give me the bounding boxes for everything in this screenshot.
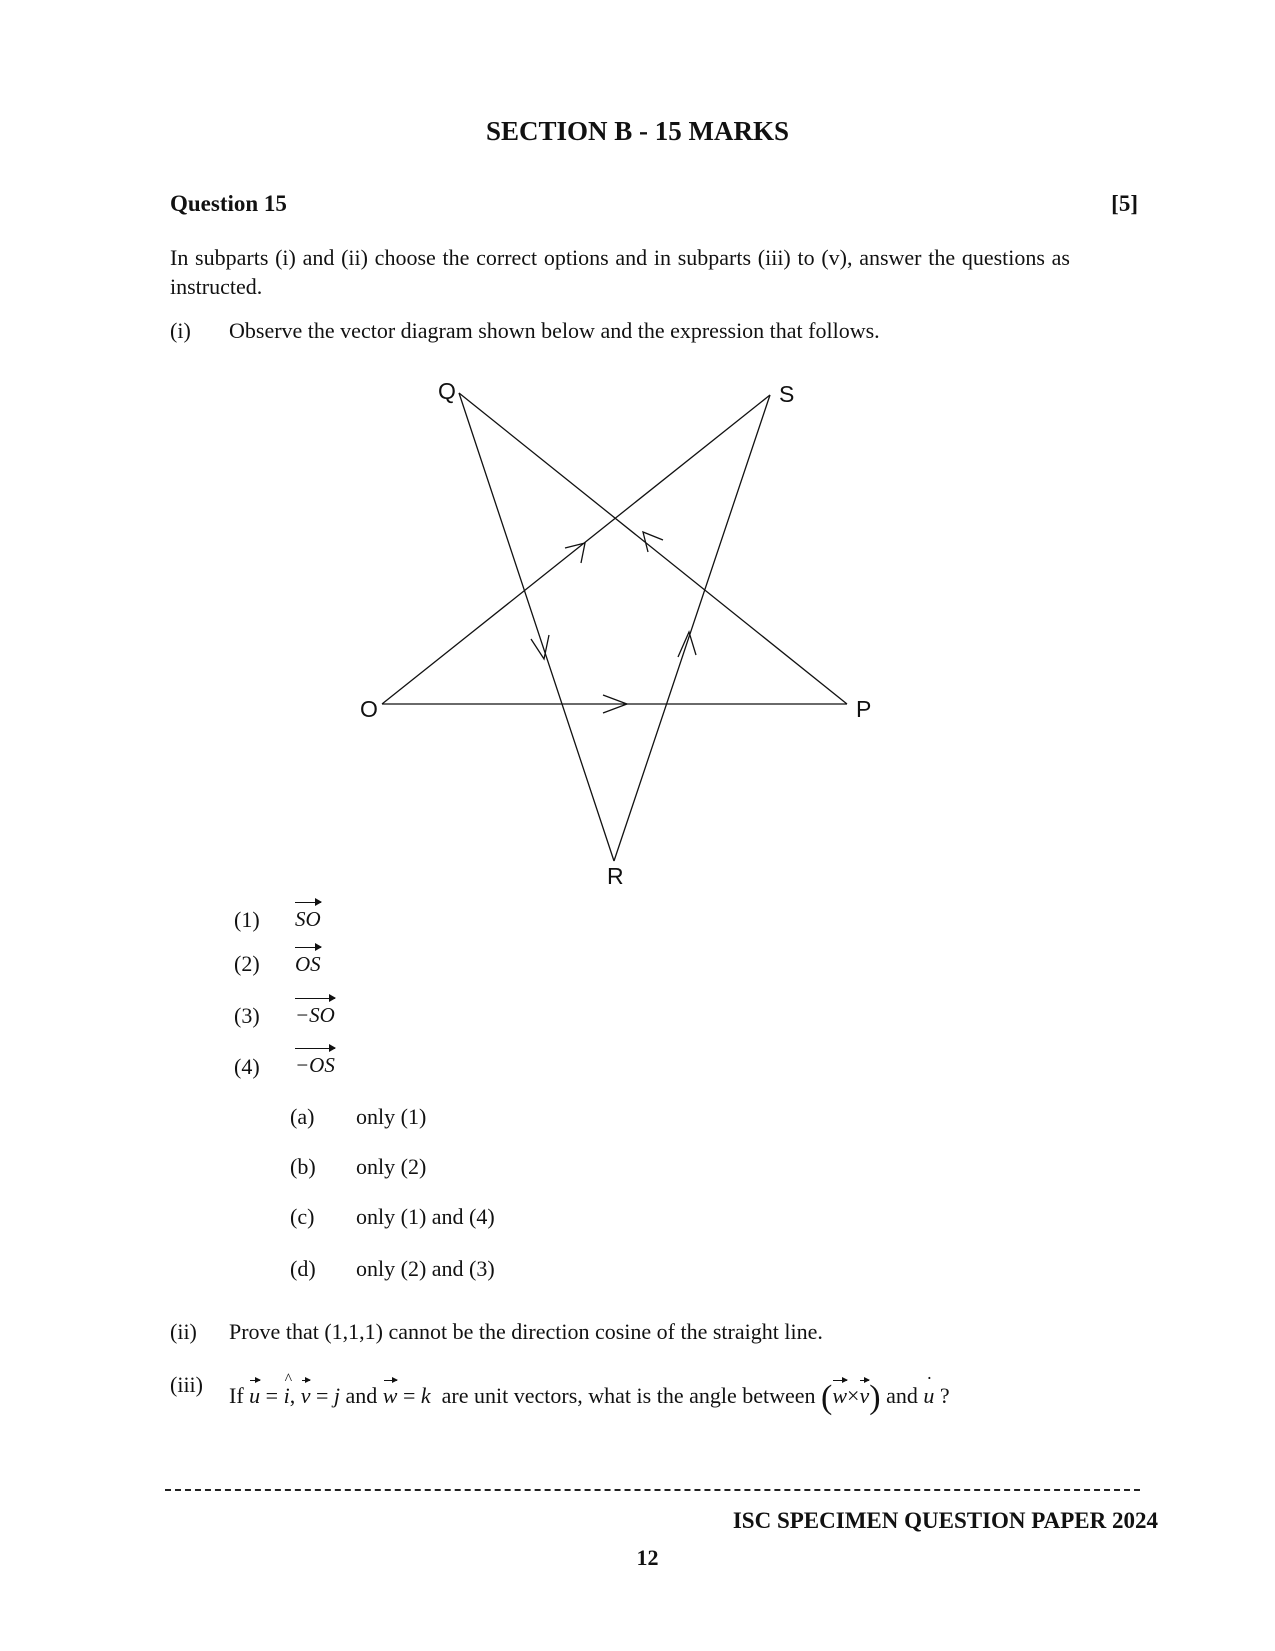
- section-title: SECTION B - 15 MARKS: [485, 116, 790, 146]
- edge-r-s: [614, 395, 770, 861]
- choice-d-text: only (2) and (3): [356, 1256, 495, 1281]
- footer-divider: [165, 1489, 1140, 1491]
- arrow-s-o: [565, 543, 585, 563]
- option-1-number: (1): [234, 907, 260, 932]
- choice-c-text: only (1) and (4): [356, 1204, 495, 1229]
- subpart-ii-text: Prove that (1,1,1) cannot be the direction cosine of the straight line.: [229, 1319, 823, 1344]
- option-4-number: (4): [234, 1054, 260, 1079]
- subpart-i-text: Observe the vector diagram shown below and the expression that follows.: [229, 318, 880, 343]
- page-number: 12: [636, 1545, 659, 1570]
- question-marks: [5]: [1111, 191, 1138, 216]
- edge-q-r: [459, 393, 614, 861]
- subpart-i-number: (i): [170, 318, 191, 343]
- label-r: R: [607, 863, 624, 889]
- choice-a-text: only (1): [356, 1104, 427, 1129]
- option-2-vector: OS: [295, 946, 321, 977]
- edge-p-q: [459, 393, 847, 704]
- option-1-vector: SO: [295, 901, 321, 932]
- label-o: O: [360, 696, 378, 722]
- choice-d-letter: (d): [290, 1256, 316, 1281]
- subpart-iii-text: If u = ^ i, v = j and w = k are unit vectors, what is the angle between (w×v) and · u ?: [229, 1379, 950, 1417]
- choice-c-letter: (c): [290, 1204, 315, 1229]
- subpart-ii-number: (ii): [170, 1319, 197, 1344]
- choice-a-letter: (a): [290, 1104, 315, 1129]
- edge-s-o: [382, 395, 770, 704]
- question-intro: In subparts (i) and (ii) choose the correct options and in subparts (iii) to (v), answer the questions as instructed.: [170, 245, 1070, 299]
- label-s: S: [779, 381, 795, 407]
- subpart-iii-number: (iii): [170, 1372, 203, 1397]
- footer-title: ISC SPECIMEN QUESTION PAPER 2024: [732, 1508, 1158, 1533]
- label-p: P: [856, 696, 872, 722]
- choice-b-letter: (b): [290, 1154, 316, 1179]
- option-2-number: (2): [234, 951, 260, 976]
- option-4-vector: −OS: [295, 1047, 335, 1078]
- choice-b-text: only (2): [356, 1154, 427, 1179]
- question-label: Question 15: [170, 191, 287, 216]
- option-3-vector: −SO: [295, 997, 335, 1028]
- option-3-number: (3): [234, 1003, 260, 1028]
- label-q: Q: [438, 378, 456, 404]
